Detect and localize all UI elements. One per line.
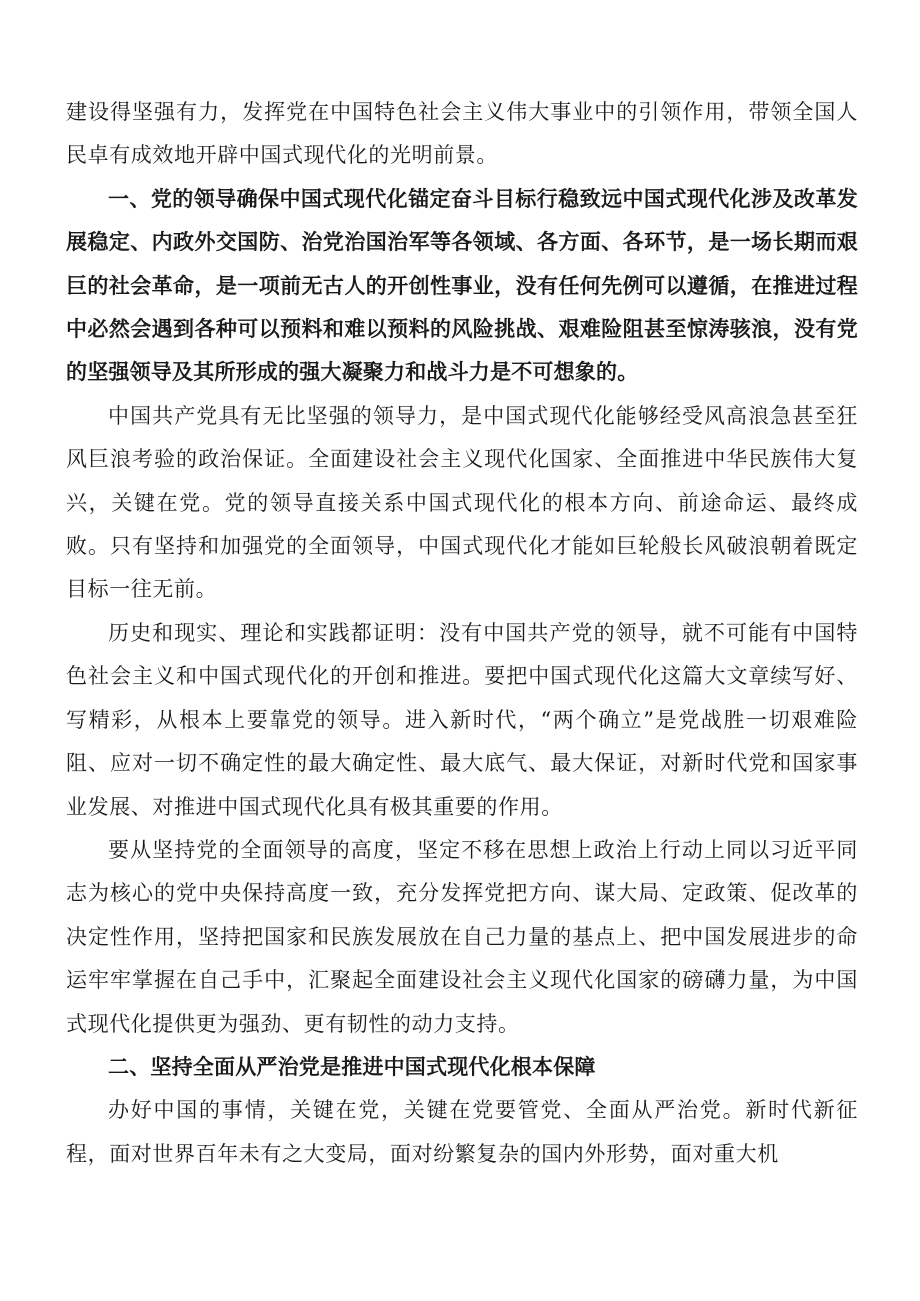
paragraph-3: 历史和现实、理论和实践都证明：没有中国共产党的领导，就不可能有中国特色社会主义和中国式现代化的开创和推进。要把中国式现代化这篇大文章续写好、写精彩，从根本上要靠党的领导。进入新时代，“两个确立”是党战胜一切艰难险阻、应对一切不确定性的最大确定性、最大底气、最大保证，对新时代党和国家事业发展、对推进中国式现代化具有极其重要的作用。 [66, 620, 858, 819]
section-2-heading: 二、坚持全面从严治党是推进中国式现代化根本保障 [108, 1054, 596, 1079]
paragraph-4: 要从坚持党的全面领导的高度，坚定不移在思想上政治上行动上同以习近平同志为核心的党中央保持高度一致，充分发挥党把方向、谋大局、定政策、促改革的决定性作用，坚持把国家和民族发展放在自己力量的基点上、把中国发展进步的命运牢牢掌握在自己手中，汇聚起全面建设社会主义现代化国家的磅礴力量，为中国式现代化提供更为强劲、更有韧性的动力支持。 [66, 837, 858, 1036]
paragraph-5: 办好中国的事情，关键在党，关键在党要管党、全面从严治党。新时代新征程，面对世界百年未有之大变局，面对纷繁复杂的国内外形势，面对重大机 [66, 1098, 858, 1166]
section-1-paragraph: 一、党的领导确保中国式现代化锚定奋斗目标行稳致远中国式现代化涉及改革发展稳定、内政外交国防、治党治国治军等各领域、各方面、各环节，是一场长期而艰巨的社会革命，是一项前无古人的开创性事业，没有任何先例可以遵循，在推进过程中必然会遇到各种可以预料和难以预料的风险挑战、艰难险阻甚至惊涛骇浪，没有党的坚强领导及其所形成的强大凝聚力和战斗力是不可想象的。 [66, 186, 858, 385]
paragraph-0: 建设得坚强有力，发挥党在中国特色社会主义伟大事业中的引领作用，带领全国人民卓有成效地开辟中国式现代化的光明前景。 [66, 100, 858, 168]
paragraph-2: 中国共产党具有无比坚强的领导力，是中国式现代化能够经受风高浪急甚至狂风巨浪考验的政治保证。全面建设社会主义现代化国家、全面推进中华民族伟大复兴，关键在党。党的领导直接关系中国式现代化的根本方向、前途命运、最终成败。只有坚持和加强党的全面领导，中国式现代化才能如巨轮般长风破浪朝着既定目标一往无前。 [66, 403, 858, 602]
document-body [66, 91, 858, 1176]
